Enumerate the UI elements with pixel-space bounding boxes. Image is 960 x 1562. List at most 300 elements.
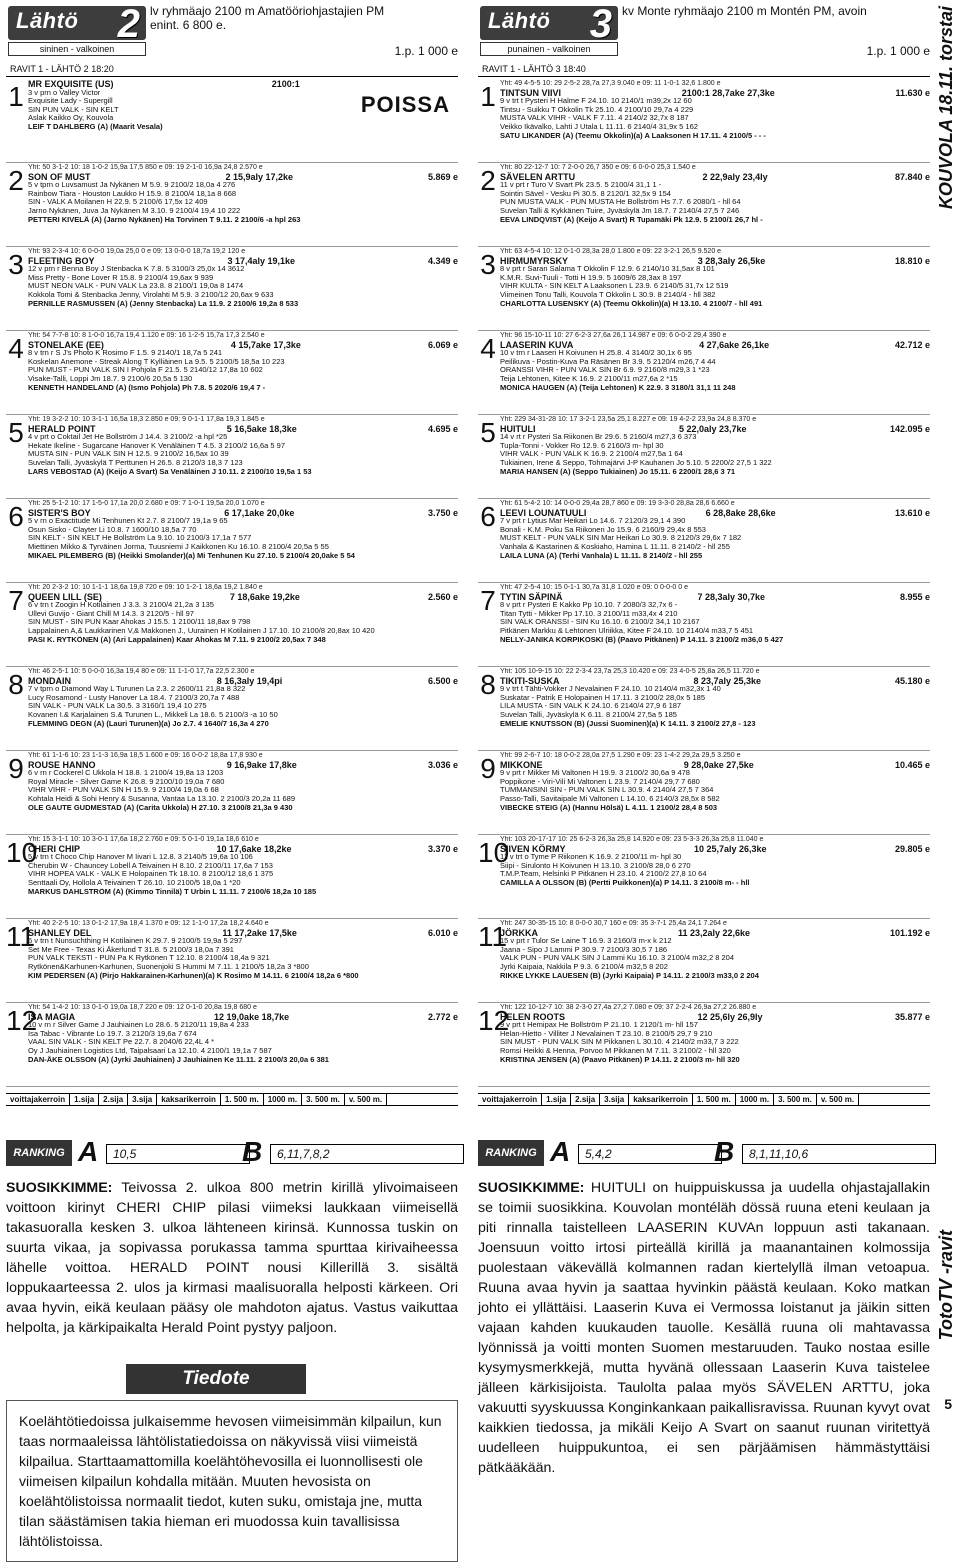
logo-word: Lähtö — [16, 8, 79, 33]
horse-stats: Yht: 103 20-17-17 10: 25 6-2-3 26,3a 25,8 14.920 e 09: 23 5-3-3 26,3a 25,8 11.040 e — [500, 836, 764, 843]
horse-detail-line: MUSTA SIN - PUN VALK SIN H 12.5. 9 2100/2 16,5ax 10 39 — [28, 450, 229, 459]
race-prize: 1.p. 1 000 e — [394, 44, 458, 58]
horse-entry — [478, 163, 930, 247]
horse-stats: Yht: 50 3-1-2 10: 18 1-0-2 15,9a 17,5 850 e 09: 19 2-1-0 16,9a 24,8 2.570 e — [28, 164, 263, 171]
horse-name: SÄVELEN ARTTU — [500, 171, 576, 182]
horse-list — [478, 79, 930, 1087]
logo-word: Lähtö — [488, 8, 551, 33]
horse-stats: Yht: 61 5-4-2 10: 14 0-0-0 29,4a 28,7 860 e 09: 19 3-3-0 28,8a 28,6 6.660 e — [500, 500, 735, 507]
horse-stats: Yht: 63 4-5-4 10: 12 0-1-0 28,3a 28,0 1.800 e 09: 22 3-2-1 26,5 9.520 e — [500, 248, 722, 255]
horse-detail-line: 4 v prt o Coktail Jet He Bollström J 14.4. 3 2100/2 -a hpl *25 — [28, 433, 228, 442]
horse-name-row — [28, 257, 458, 266]
horse-detail-line: Suvelan Talli, Jyväskylä T Perttunen H 26.5. 8 2120/3 18,3 7 123 — [28, 458, 243, 467]
horse-driver: KENNETH HANDELAND (A) (Ismo Pohjola) Ph 7.8. 5 2020/6 19,4 7 - — [28, 383, 266, 392]
footer-cell: voittajakerroin — [478, 1094, 542, 1105]
page-number: 5 — [944, 1396, 952, 1412]
footer-cell: 1000 m. — [264, 1094, 302, 1105]
start-number: 6 — [8, 501, 24, 532]
horse-distance: 6 28,8ake 28,6ke — [705, 507, 776, 518]
horse-earnings: 142.095 e — [889, 423, 930, 434]
horse-entry — [6, 247, 458, 331]
rank-b-letter: B — [242, 1136, 263, 1167]
horse-detail-line: 8 v prt r Pysteri E Kakko Pp 10.10. 7 2080/3 32,7x 6 - — [500, 601, 678, 610]
horse-entry — [6, 667, 458, 751]
start-number: 2 — [480, 165, 496, 196]
horse-driver: LARS VEBOSTAD (A) (Keijo A Svart) Sa Venäläinen J 10.11. 2 2100/10 19,5a 1 53 — [28, 467, 312, 476]
start-number: 12 — [6, 1005, 38, 1036]
horse-detail-line: Miettinen Mikko & Tyrväinen Jorma, Tuusniemi J Kaikkonen Ku 16.10. 8 2100/4 20,5a 5 55 — [28, 542, 329, 551]
start-number: 9 — [8, 753, 24, 784]
start-number: 10 — [478, 837, 510, 868]
horse-name: TYTIN SÄPINÄ — [500, 591, 563, 602]
horse-entry — [6, 751, 458, 835]
footer-cell: kaksarikerroin — [157, 1094, 221, 1105]
horse-entry — [6, 583, 458, 667]
horse-entry — [6, 499, 458, 583]
horse-detail-line: Titan Tytti - Mikker Pp 17.10. 3 2100/11 m33,4x 4 210 — [500, 609, 678, 618]
horse-detail-line: SIN MUST - SIN PUN Kaar Ahokas J 15.5. 1 2100/11 18,8ax 9 798 — [28, 618, 251, 627]
horse-detail-line: Kohtala Heidi & Sohi Henry & Susanna, Vantaa La 13.10. 2 2100/3 20,2a 11 689 — [28, 794, 296, 803]
horse-earnings: 13.610 e — [894, 507, 930, 518]
horse-detail-line: SIN VALK - PUN VALK La 30.5. 3 3160/1 19,4 10 275 — [28, 702, 207, 711]
horse-entry — [478, 499, 930, 583]
horse-name-row — [28, 761, 458, 770]
rank-a-value: 5,4,2 — [578, 1144, 722, 1164]
horse-earnings: 42.712 e — [894, 339, 930, 350]
horse-detail-line: Sointin Sävel - Vesku Pi 30.5. 8 2120/1 32,5x 9 154 — [500, 189, 671, 198]
horse-name: SIIVEN KÖRMY — [500, 843, 566, 854]
horse-name: LEEVI LOUNATUULI — [500, 507, 587, 518]
horse-detail-line: Isa Tabac - Vibrante Lo 19.7. 3 2120/3 19,6a 7 674 — [28, 1029, 197, 1038]
horse-name: FLEETING BOY — [28, 255, 95, 266]
suggestion-text: SUOSIKKIMME: HUITULI on huippuiskussa ja uudella ohjastajallakin se toimii suosikkina. Kouvolan montéläh dössä ruuna eteni keulaan ja piti rinnalla taistelleen LAASERIN KUVAn loppuun asti takanaan. Joensuun voitto irtosi pirteällä kirillä ja maanantainen kolmossija puolestaan väkevällä kolmannen radan kiertelyllä ilman vetoapua. Ruuna avaa hyvin ja saattaa hyvinkin päästä keulaan. Koko matkan johto ei yllättäisi. Laaserin Kuva ei Vermossa loistanut ja jäikin sitten vajaan kahden kuukauden tauolle. Kesällä ruuna oli mahtavassa lyönnissä ja voitti monten Suomen mestaruuden. Tauko nostaa esille kysymysmerkkejä, mutta hyvänä ollessaan Laaserin Kuva taistelee jälleen kärkisijoista. Taulolta palaa myös SÄVELEN ARTTU, joka vakuutti syyskuussa Konginkankaan paikallisravissa. Ruunan kyvyt ovat kaikkien tiedossa, ja mikäli Keijo A Svart on saanut ruunan viritettyä uudelleen huippukuntoa, ei sen pärjäämisen hämmästyttäisi pätkääkään. — [478, 1180, 930, 1476]
side-banner-brand: TotoTV -ravit — [936, 1230, 956, 1341]
horse-distance: 7 28,3aly 30,7ke — [697, 591, 766, 602]
rank-a-value: 10,5 — [106, 1144, 250, 1164]
notice-title: Tiedote — [126, 1364, 306, 1394]
horse-detail-line: Peilikuva - Postin-Kuva Pa Räsänen Br 3.9. 5 2120/4 m26,7 4 44 — [500, 357, 716, 366]
horse-earnings: 6.069 e — [427, 339, 458, 350]
horse-name-row — [500, 341, 930, 350]
horse-distance: 9 28,0ake 27,5ke — [683, 759, 754, 770]
start-number: 11 — [478, 921, 508, 952]
horse-detail-line: MUST NEON VALK - PUN VALK La 23.8. 8 2100/1 19,0a 8 1474 — [28, 282, 244, 291]
ranking — [478, 1136, 930, 1170]
horse-earnings: 4.695 e — [427, 423, 458, 434]
horse-driver: RIKKE LYKKE LAUESEN (B) (Jyrki Kaipaia) P 14.11. 2 2100/3 m33,0 2 204 — [500, 971, 759, 980]
race-header — [6, 0, 458, 62]
horse-detail-line: Viimeinen Tonu Talli, Kouvola T Okkolin L 30.9. 8 2140/4 - hll 382 — [500, 290, 716, 299]
horse-entry — [478, 331, 930, 415]
horse-distance: 2 22,9aly 23,4ly — [702, 171, 768, 182]
horse-detail-line: TUMMANSINI SIN - PUN VALK SIN L 30.9. 4 2140/4 27,5 7 364 — [500, 786, 714, 795]
horse-name-row — [28, 425, 458, 434]
ranking — [6, 1136, 458, 1170]
horse-distance: 4 15,7ake 17,3ke — [230, 339, 301, 350]
horse-detail-line: Rytkönen&Karhunen-Karhunen, Suonenjoki S Hummi M 7.11. 1 2100/5 18,2a 3 *800 — [28, 962, 309, 971]
horse-detail-line: 9 v trt t Pysteri H Halme F 24.10. 10 2140/1 m39,2x 12 60 — [500, 97, 692, 106]
horse-detail-line: 9 v trt t Tähti-Vokker J Nevalainen F 24.10. 10 2140/4 m32,3x 1 40 — [500, 685, 721, 694]
start-number: 5 — [480, 417, 496, 448]
horse-driver: FLEMMING DEGN (A) (Lauri Turunen)(a) Jo 2.7. 4 1640/7 16,3a 4 270 — [28, 719, 269, 728]
start-number: 1 — [480, 81, 496, 112]
horse-entry — [6, 163, 458, 247]
footer-cell: v. 500 m. — [345, 1094, 387, 1105]
horse-driver: NELLY-JANIKA KORPIKOSKI (B) (Paavo Pitkänen) P 14.11. 3 2100/2 m36,0 5 427 — [500, 635, 784, 644]
horse-entry — [478, 247, 930, 331]
horse-detail-line: Poppikone - Viri-Vili Mi Valtonen L 23.9. 7 2140/4 29,7 7 680 — [500, 777, 700, 786]
horse-name-row — [500, 845, 930, 854]
horse-detail-line: 10 v rn r Silver Game J Jauhiainen Lo 28.6. 5 2120/11 19,8a 4 233 — [28, 1021, 249, 1030]
horse-name-row — [500, 425, 930, 434]
horse-detail-line: SIN MUST - PUN VALK SIN M Pikkanen L 30.10. 4 2140/2 m33,7 3 222 — [500, 1038, 739, 1047]
side-banner-date: KOUVOLA 18.11. torstai — [936, 6, 956, 210]
horse-stats: Yht: 99 2-6-7 10: 18 0-0-2 28,0a 27,5 1.290 e 09: 23 1-4-2 29,2a 29,5 3.250 e — [500, 752, 741, 759]
horse-entry — [6, 1003, 458, 1087]
horse-detail-line: Jaana - Sipo J Lammi P 30.9. 7 2100/3 30,5 7 186 — [500, 945, 668, 954]
horse-entry — [478, 79, 930, 163]
horse-driver: SATU LIKANDER (A) (Teemu Okkolin)(a) A Laaksonen H 17.11. 4 2100/5 - - - — [500, 131, 766, 140]
horse-detail-line: ORANSSI VIHR - PUN VALK SIN Br 6.9. 9 2160/8 m29,3 1 *23 — [500, 366, 710, 375]
horse-detail-line: Osun Sisko - Clayter Li 10.8. 7 1600/10 18,5a 7 70 — [28, 525, 197, 534]
start-number: 4 — [480, 333, 496, 364]
horse-driver: EEVA LINDQVIST (A) (Keijo A Svart) R Tupamäki Pk 12.9. 5 2100/1 26,7 hl - — [500, 215, 763, 224]
horse-distance: 2100:1 — [271, 79, 300, 89]
horse-name: CHERI CHIP — [28, 843, 81, 854]
start-number: 6 — [480, 501, 496, 532]
horse-entry — [6, 835, 458, 919]
horse-distance: 11 23,2aly 22,6ke — [677, 927, 751, 938]
horse-detail-line: Oy J Jauhiainen Logistics Ltd, Taipalsaari La 12.10. 4 2100/1 19,1a 7 587 — [28, 1046, 272, 1055]
footer-cell: 1000 m. — [736, 1094, 774, 1105]
horse-distance: 11 17,2ake 17,5ke — [222, 927, 297, 938]
horse-earnings: 101.192 e — [889, 927, 930, 938]
horse-name-row — [500, 593, 930, 602]
horse-name-row — [500, 89, 930, 98]
horse-detail-line: 14 v rt r Pysteri Sa Riikonen Br 29.6. 5 2160/4 m27,3 6 373 — [500, 433, 697, 442]
horse-entry — [478, 1003, 930, 1087]
horse-entry — [6, 79, 458, 163]
start-number: 10 — [6, 837, 38, 868]
horse-detail-line: Tukiainen, Irene & Seppo, Tohmajärvi J-P Kauhanen Jo 5.10. 5 2200/2 27,5 1 322 — [500, 458, 772, 467]
horse-detail-line: VALK PUN - PUN VALK SIN J Lammi Ku 16.10. 3 2100/4 m32,2 8 204 — [500, 954, 735, 963]
horse-detail-line: Bonali - K.M. Poku Sa Riikonen Jo 15.9. 6 2160/9 29,4x 8 553 — [500, 525, 706, 534]
horse-distance: 5 22,0aly 23,7ke — [678, 423, 747, 434]
race-logo — [480, 2, 618, 62]
horse-distance: 10 25,7aly 26,3ke — [693, 843, 767, 854]
horse-detail-line: Royal Miracle - Silver Game K 26.8. 9 2100/10 19,0a 7 680 — [28, 777, 225, 786]
footer-cell: voittajakerroin — [6, 1094, 70, 1105]
footer-cell: 1. 500 m. — [221, 1094, 264, 1105]
horse-driver: MARIA HANSEN (A) (Seppo Tukiainen) Jo 15.11. 6 2200/1 28,6 3 71 — [500, 467, 736, 476]
horse-name-row — [500, 509, 930, 518]
horse-driver: KIM PEDERSEN (A) (Pirjo Hakkarainen-Karhunen)(a) K Rosimo M 14.11. 6 2100/4 18,2a 6 *800 — [28, 971, 359, 980]
horse-detail-line: Hekate Ikeline - Sugarcane Hanover K Venäläinen T 4.5. 3 2100/2 16,6a 5 97 — [28, 441, 285, 450]
race-header — [478, 0, 930, 62]
horse-detail-line: Suvelan Talli & Kykkänen Tuire, Jyväskylä Jm 18.7. 7 2140/4 27,5 7 246 — [500, 206, 740, 215]
horse-distance: 4 27,6ake 26,1ke — [699, 339, 770, 350]
horse-detail-line: 9 v prt t Hemipax He Bollström P 21.10. 1 2120/1 m- hll 157 — [500, 1021, 698, 1030]
horse-name-row — [28, 845, 458, 854]
horse-earnings: 10.465 e — [894, 759, 930, 770]
horse-stats: Yht: 61 1-1-6 10: 23 1-1-3 16,9a 18,5 1.600 e 09: 16 0-0-2 18,8a 17,8 930 e — [28, 752, 263, 759]
horse-detail-line: Veikko Ikävalko, Lahti J Utala L 11.11. 6 2140/4 31,9x 5 162 — [500, 122, 698, 131]
horse-stats: Yht: 46 2-5-1 10: 5 0-0-0 16,3a 19,4 80 e 09: 11 1-1-0 17,7a 22,5 2.300 e — [28, 668, 255, 675]
horse-distance: 2100:1 28,7ake 27,3ke — [681, 87, 775, 98]
horse-detail-line: Lucy Rosamond - Lusty Hanover La 18.4. 7 2100/3 20,7a 7 488 — [28, 693, 240, 702]
horse-name: STONELAKE (EE) — [28, 339, 104, 350]
horse-name-row — [500, 677, 930, 686]
horse-name-row — [28, 593, 458, 602]
horse-detail-line: Senttaali Oy, Hollola A Teivainen T 26.10. 10 2100/5 18,0a 1 *20 — [28, 878, 241, 887]
horse-distance: 6 17,1ake 20,0ke — [224, 507, 295, 518]
footer-cell: 3. 500 m. — [302, 1094, 345, 1105]
horse-stats: Yht: 122 10-12-7 10: 38 2-3-0 27,4a 27,2 7.080 e 09: 37 2-2-4 26,9a 27,2 26.880 e — [500, 1004, 757, 1011]
scratched-label: POISSA — [360, 92, 450, 117]
horse-detail-line: 6 v trn t Zoogin H Kotilainen J 3.3. 3 2100/4 21,2a 3 135 — [28, 601, 214, 610]
start-number: 7 — [8, 585, 24, 616]
horse-detail-line: VIHR KULTA - SIN KELT A Laaksonen L 23.9. 6 2140/5 31,7x 12 519 — [500, 282, 729, 291]
horse-list — [6, 79, 458, 1087]
horse-detail-line: MUST KELT - PUN VALK SIN Mar Heikari Lo 30.9. 8 2120/3 29,6x 7 182 — [500, 534, 742, 543]
rank-a-letter: A — [550, 1136, 571, 1167]
horse-detail-line: Jarno Nykänen, Juva Ja Nykänen M 3.10. 9 2100/4 19,4 10 222 — [28, 206, 241, 215]
horse-stats: Yht: 54 7-7-8 10: 8 1-0-0 16,7a 19,4 1.120 e 09: 16 1-2-5 15,7a 17,3 2.540 e — [28, 332, 265, 339]
horse-name: TIKITI-SUSKA — [500, 675, 560, 686]
horse-detail-line: VIHR VIHR - PUN VALK SIN H 15.9. 9 2100/4 19,0a 6 68 — [28, 786, 219, 795]
horse-detail-line: Cherubin W - Chauncey Lobell A Teivainen H 8.10. 2 2100/11 17,6a 7 153 — [28, 861, 273, 870]
horse-name: JÖRKKA — [500, 927, 539, 938]
horse-earnings: 18.810 e — [894, 255, 930, 266]
horse-earnings: 11.630 e — [895, 87, 930, 98]
horse-detail-line: Visake-Talli, Loppi Jm 18.7. 9 2100/6 20,5a 5 130 — [28, 374, 193, 383]
horse-driver: MONICA HAUGEN (A) (Teija Lehtonen) K 22.9. 3 3180/1 31,1 11 248 — [500, 383, 736, 392]
horse-earnings: 5.869 e — [427, 171, 458, 182]
start-number: 1 — [8, 81, 24, 112]
horse-detail-line: Siipi - Sirulonto H Koivunen H 13.10. 3 2100/8 28,0 6 270 — [500, 861, 691, 870]
horse-stats: Yht: 229 34-31-28 10: 17 3-2-1 23,5a 25,1 8.227 e 09: 19 4-2-2 23,9a 24,8 8.370 e — [500, 416, 757, 423]
horse-driver: OLE GAUTE GUDMESTAD (A) (Carita Ukkola) H 27.10. 3 2100/8 21,3a 9 430 — [28, 803, 293, 812]
horse-detail-line: VAAL SIN VALK - SIN KELT Pe 22.7. 8 2040/6 22,4L 4 * — [28, 1038, 215, 1047]
horse-name: HUITULI — [500, 423, 536, 434]
logo-colors: punainen - valkoinen — [480, 42, 618, 56]
start-number: 8 — [8, 669, 24, 700]
horse-detail-line: 11 v trt o Tyme P Riikonen K 16.9. 2 2100/11 m- hpl 30 — [500, 853, 682, 862]
horse-name-row — [28, 509, 458, 518]
horse-detail-line: Kokkola Tomi & Stenbacka Jenny, Virolahti M 5.9. 3 2100/12 20,6ax 9 633 — [28, 290, 274, 299]
horse-detail-line: 8 v trn r S J's Photo K Rosimo F 1.5. 9 2140/1 18,7a 5 241 — [28, 349, 223, 358]
horse-name: QUEEN LILL (SE) — [28, 591, 102, 602]
horse-distance: 12 19,0ake 18,7ke — [214, 1011, 290, 1022]
race-title: lv ryhmäajo 2100 m Amatööriohjastajien PM enint. 6 800 e. — [150, 4, 385, 32]
horse-driver: DAN-ÅKE OLSSON (A) (Jyrki Jauhiainen) J Jauhiainen Ke 11.11. 2 2100/3 20,0a 6 381 — [28, 1055, 329, 1064]
horse-earnings: 3.036 e — [427, 759, 458, 770]
horse-detail-line: 12 v prn r Benna Boy J Stenbacka K 7.8. 5 3100/3 25,0x 14 3612 — [28, 265, 245, 274]
horse-earnings: 3.370 e — [427, 843, 458, 854]
start-number: 9 — [480, 753, 496, 784]
start-number: 5 — [8, 417, 24, 448]
horse-detail-line: SIN KELT - SIN KELT He Bollström La 9.10. 10 2100/3 17,1a 7 577 — [28, 534, 252, 543]
horse-detail-line: PUN VALK TEKSTI - PUN Pa K Rytkönen T 12.10. 8 2100/4 18,4a 9 321 — [28, 954, 270, 963]
horse-driver: CAMILLA A OLSSON (B) (Pertti Puikkonen)(a) P 14.11. 3 2100/8 m- - hll — [500, 878, 750, 887]
horse-detail-line: PUN MUSTA VALK - PUN MUSTA He Bollström Hs 7.7. 6 2080/1 - hll 64 — [500, 198, 741, 207]
start-number: 7 — [480, 585, 496, 616]
horse-detail-line: Romsi Heikki & Henna, Porvoo M Pikkanen M 7.11. 3 2100/2 - hll 320 — [500, 1046, 731, 1055]
horse-detail-line: 3 v prn o Valley Victor — [28, 88, 101, 97]
notice-box — [6, 1364, 458, 1562]
ranking-label: RANKING — [6, 1140, 72, 1166]
horse-detail-line: VIHR HOPEA VALK - VALK E Holopainen Tk 18.10. 8 2100/12 18,6 1 375 — [28, 870, 274, 879]
divider — [478, 76, 930, 77]
horse-earnings: 3.750 e — [427, 507, 458, 518]
suggestion-heading: SUOSIKKIMME: — [6, 1180, 113, 1196]
horse-detail-line: Set Me Free - Texas Ki Åkerlund T 31.8. 5 2100/3 18,0a 7 391 — [28, 945, 234, 954]
horse-distance: 8 16,3aly 19,4pi — [216, 675, 283, 686]
horse-entry — [478, 667, 930, 751]
horse-name: MIKKONE — [500, 759, 543, 770]
horse-driver: CHARLOTTA LUSENSKY (A) (Teemu Okkolin)(a) H 13.10. 4 2100/7 - hll 491 — [500, 299, 763, 308]
horse-earnings: 45.180 e — [894, 675, 930, 686]
horse-detail-line: 9 v prt r Mikker Mi Valtonen H 19.9. 3 2100/2 30,6a 9 478 — [500, 769, 690, 778]
ranking-label: RANKING — [478, 1140, 544, 1166]
horse-entry — [6, 415, 458, 499]
horse-name-row — [28, 677, 458, 686]
logo-colors: sininen - valkoinen — [8, 42, 146, 56]
horse-detail-line: Helan-Hietto - Villiter J Nevalainen T 23.10. 8 2100/5 29,7 9 210 — [500, 1029, 713, 1038]
horse-detail-line: Suvelan Talli, Jyväskylä K 6.11. 8 2100/4 27,5a 5 185 — [500, 710, 677, 719]
horse-detail-line: Tupla-Tonni - Vokker Ro 12.9. 6 2160/3 m- hpl 30 — [500, 441, 664, 450]
horse-name: LAASERIN KUVA — [500, 339, 574, 350]
horse-detail-line: Teija Lehtonen, Kitee K 16.9. 2 2100/11 m27,6a 2 *15 — [500, 374, 678, 383]
horse-detail-line: Vanhala & Kastarinen & Koskiaho, Hamina L 11.11. 8 2140/2 - hll 255 — [500, 542, 730, 551]
horse-detail-line: 5 v trn t Choco Chip Hanover M Iivari L 12.8. 3 2140/5 19,6a 10 106 — [28, 853, 253, 862]
horse-detail-line: SIN - VALK A Moilanen H 22.9. 5 2100/6 17,5x 12 409 — [28, 198, 208, 207]
horse-detail-line: Jyrki Kaipaia, Nakkila P 9.3. 6 2100/4 m32,5 8 202 — [500, 962, 668, 971]
horse-earnings: 8.955 e — [899, 591, 930, 602]
footer-cell: 1.sija — [70, 1094, 99, 1105]
horse-detail-line: 5 v tprn o Luvsamust Ja Nykänen M 5.9. 9 2100/2 18,0a 4 276 — [28, 181, 236, 190]
horse-name-row — [28, 341, 458, 350]
horse-detail-line: MUSTA VALK VIHR - VALK F 7.11. 4 2140/2 32,7x 8 187 — [500, 114, 689, 123]
horse-name: HIRMUMYRSKY — [500, 255, 569, 266]
horse-stats: Yht: 105 10-9-15 10: 22 2-3-4 23,7a 25,3 10.420 e 09: 23 4-0-5 25,8a 26,5 11.720 e — [500, 668, 760, 675]
race-title: kv Monte ryhmäajo 2100 m Montén PM, avoin — [622, 4, 867, 18]
horse-detail-line: 11 v prt r Turo V Svart Pk 23.5. 5 2100/4 31,1 1 - — [500, 181, 662, 190]
horse-stats: Yht: 40 2-2-5 10: 13 0-1-2 17,9a 18,4 1.370 e 09: 12 1-1-0 17,2a 18,2 4.640 e — [28, 920, 269, 927]
horse-name: SHANLEY DEL — [28, 927, 92, 938]
start-number: 4 — [8, 333, 24, 364]
rank-a-letter: A — [78, 1136, 99, 1167]
horse-driver: EMELIE KNUTSSON (B) (Jussi Suominen)(a) K 14.11. 3 2100/2 27,8 - 123 — [500, 719, 756, 728]
horse-detail-line: 6 v rn r Cockerel C Ukkola H 18.8. 1 2100/4 19,8a 13 1203 — [28, 769, 224, 778]
horse-earnings: 2.560 e — [427, 591, 458, 602]
horse-detail-line: 5 v rn o Exactitude Mi Tenhunen Kt 2.7. 8 2100/7 19,1a 9 65 — [28, 517, 228, 526]
horse-name-row — [28, 929, 458, 938]
horse-detail-line: K.M.R. Suvi-Tuuli - Totti H 19.9. 5 1609/6 28,3ax 8 197 — [500, 273, 682, 282]
horse-stats: Yht: 96 15-10-11 10: 27 6-2-3 27,6a 26,1 14.987 e 09: 6 0-0-2 29,4 390 e — [500, 332, 727, 339]
horse-name: TINTSUN VIIVI — [500, 87, 562, 98]
horse-detail-line: Exquisite Lady - Supergill — [28, 97, 113, 106]
horse-distance: 5 16,5ake 18,3ke — [226, 423, 297, 434]
horse-stats: Yht: 80 22-12-7 10: 7 2-0-0 26,7 350 e 09: 6 0-0-0 25,3 1.540 e — [500, 164, 696, 171]
footer-cell: 3.sija — [128, 1094, 157, 1105]
start-number: 12 — [478, 1005, 510, 1036]
start-number: 2 — [8, 165, 24, 196]
horse-distance: 7 18,6ake 19,2ke — [229, 591, 300, 602]
horse-name: HERALD POINT — [28, 423, 96, 434]
result-footer — [6, 1093, 458, 1106]
logo-race-number: 2 — [117, 2, 140, 46]
rank-b-value: 8,1,11,10,6 — [742, 1144, 936, 1164]
horse-driver: LEIF T DAHLBERG (A) (Maarit Vesala) — [28, 122, 163, 131]
start-number: 3 — [8, 249, 24, 280]
footer-cell: 2.sija — [99, 1094, 128, 1105]
horse-stats: Yht: 93 2-3-4 10: 6 0-0-0 19,0a 25,0 0 e 09: 13 0-0-0 18,7a 19,2 120 e — [28, 248, 246, 255]
race-subtitle: RAVIT 1 - LÄHTÖ 2 18:20 — [10, 64, 114, 74]
horse-detail-line: Suskatar - Patrik E Holopainen H 17.11. 3 2100/2 28,0x 5 185 — [500, 693, 705, 702]
footer-cell: 2.sija — [571, 1094, 600, 1105]
horse-name-row — [500, 173, 930, 182]
horse-detail-line: PUN MUST - PUN VALK SIN I Pohjola F 21.5. 5 2140/12 17,8a 10 602 — [28, 366, 263, 375]
result-footer — [478, 1093, 930, 1106]
horse-earnings: 29.805 e — [894, 843, 930, 854]
horse-detail-line: 15 v prt r Tulor Se Laine T 16.9. 3 2160/3 m-x k 212 — [500, 937, 672, 946]
horse-stats: Yht: 20 2-3-2 10: 10 1-1-1 18,6a 19,8 720 e 09: 10 1-2-1 18,6a 19,2 1.840 e — [28, 584, 263, 591]
horse-name: MONDAIN — [28, 675, 71, 686]
rank-b-value: 6,11,7,8,2 — [270, 1144, 464, 1164]
horse-entry — [6, 919, 458, 1003]
horse-name-row — [500, 761, 930, 770]
horse-detail-line: 8 v prt r Saran Salama T Okkolin F 12.9. 6 2140/10 31,5ax 8 101 — [500, 265, 715, 274]
horse-distance: 9 16,9ake 17,8ke — [226, 759, 297, 770]
horse-detail-line: T.M.P.Team, Helsinki P Pitkänen H 23.10. 4 2100/2 27,8 10 64 — [500, 870, 707, 879]
horse-entry — [478, 835, 930, 919]
suggestion-heading: SUOSIKKIMME: — [478, 1180, 585, 1196]
horse-driver: LAILA LUNA (A) (Terhi Vanhala) L 11.11. 8 2140/2 - hll 255 — [500, 551, 703, 560]
horse-stats: Yht: 49 4-5-5 10: 29 2-5-2 28,7a 27,3 9.040 e 09: 11 1-0-1 32,6 1.800 e — [500, 80, 721, 87]
rank-b-letter: B — [714, 1136, 735, 1167]
horse-stats: Yht: 47 2-5-4 10: 15 0-1-1 30,7a 31,8 1.020 e 09: 0 0-0-0 0 e — [500, 584, 688, 591]
horse-driver: PASI K. RYTKÖNEN (A) (Ari Lappalainen) Kaar Ahokas M 7.11. 9 2100/2 20,5ax 7 348 — [28, 635, 326, 644]
horse-detail-line: SIN PUN VALK - SIN KELT — [28, 105, 119, 114]
start-number: 11 — [6, 921, 36, 952]
horse-name: MR EXQUISITE (US) — [28, 79, 114, 89]
horse-name: ISA MAGIA — [28, 1011, 76, 1022]
horse-name-row — [28, 1013, 458, 1022]
horse-driver: PETTERI KIVELÄ (A) (Jarno Nykänen) Ha Torvinen T 9.11. 2 2100/6 -a hpl 263 — [28, 215, 301, 224]
horse-detail-line: Passo-Talli, Savitaipale Mi Valtonen L 14.10. 6 2140/3 28,5x 8 582 — [500, 794, 720, 803]
horse-name: SISTER'S BOY — [28, 507, 91, 518]
horse-driver: KRISTINA JENSEN (A) (Paavo Pitkänen) P 14.11. 2 2100/3 m- hll 320 — [500, 1055, 740, 1064]
horse-driver: MIKAEL PILEMBERG (B) (Heikki Smolander)(a) Mi Tenhunen Ku 27.10. 5 2100/4 20,0ake 5 54 — [28, 551, 355, 560]
horse-name-row — [28, 80, 458, 89]
horse-name-row — [500, 929, 930, 938]
horse-driver: VIBECKE STEIG (A) (Hannu Hölsä) L 4.11. 1 2100/2 28,4 8 503 — [500, 803, 718, 812]
horse-earnings: 87.840 e — [894, 171, 930, 182]
horse-detail-line: LILA MUSTA - SIN VALK K 24.10. 6 2140/4 27,9 6 187 — [500, 702, 682, 711]
horse-driver: MARKUS DAHLSTRÖM (A) (Kimmo Tinnilä) T Urbin L 11.11. 7 2100/6 18,2a 10 185 — [28, 887, 317, 896]
horse-entry — [478, 919, 930, 1003]
horse-detail-line: Aslak Kaikko Oy, Kouvola — [28, 114, 114, 123]
horse-detail-line: SIN VALK ORANSSI - SIN Ku 16.10. 6 2100/2 34,1 10 2167 — [500, 618, 700, 627]
horse-detail-line: Rainbow Tiara - Houston Laukko H 15.9. 8 2100/4 18,1a 8 668 — [28, 189, 237, 198]
horse-name-row — [500, 257, 930, 266]
notice-body: Koelähtötiedoissa julkaisemme hevosen viimeisimmän kilpailun, kun taas normaaleissa lähtölistatiedoissa on näkyvissä viisi viimeistä kilpailua. Starttaamattomilla koelähtöhevosilla ei luonnollisesti ole viimeisen kilpailun kohdalla mitään. Muuten hevosista on koelähtölistoissa normaalit tiedot, kuten suku, omistaja jne, mutta tilan säästämisen takia hieman eri muodossa kuin tavallisissa lähtölistoissa. — [6, 1400, 458, 1562]
horse-name-row — [28, 173, 458, 182]
horse-detail-line: 7 v tprn o Diamond Way L Turunen La 2.3. 2 2600/11 21,8a 8 322 — [28, 685, 246, 694]
footer-cell: 3.sija — [600, 1094, 629, 1105]
suggestion-text: SUOSIKKIMME: Teivossa 2. ulkoa 800 metrin kirillä ylivoimaiseen voittoon kirinyt CHERI CHIP pilasi viimeksi laukkaan viimeisellä takasuoralla kesken 3. ulkoa lähteneen kirinsä. Kunnossa tuskin on suurta vikaa, ja sopivassa porukassa tamma spurttaa kirivaiheessa lähelle voittoa. HERALD POINT nousi Killerillä 3. sisältä loppukaarteessa 2. ulos ja kirmasi maalisuoralla helposti kärkeen. Ori avaa hyvin, eikä keulaan pääsy ole mahdoton ajatus. Vastus vaikuttaa helpolta, ja kärkipaikalta Herald Point pystyy paljoon. — [6, 1180, 458, 1336]
